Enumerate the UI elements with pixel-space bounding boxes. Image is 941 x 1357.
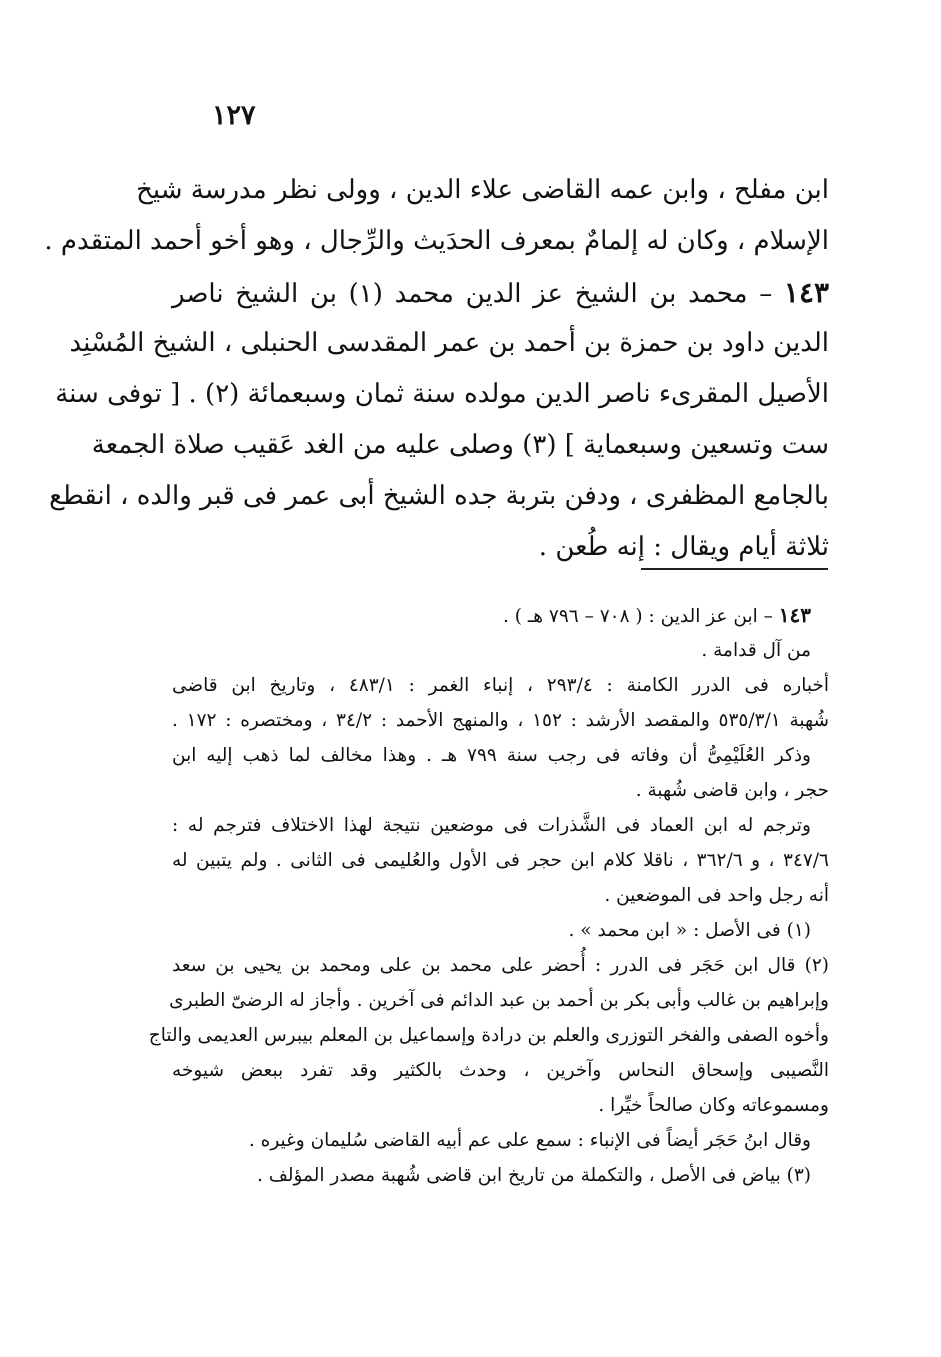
page-number: ١٢٧: [212, 100, 256, 131]
entry-line: الدين داود بن حمزة بن أحمد بن عمر المقدسى الحنبلى ، الشيخ المُسْنِد: [69, 328, 829, 358]
footnotes: [148, 598, 830, 1193]
footnote-line: أنه رجل واحد فى الموضعين .: [604, 885, 829, 906]
footnote-entry-heading: [172, 598, 829, 633]
footnote-line: وأخوه الصفى والفخر التوزرى والعلم بن درادة وإسماعيل بن المعلم بيبرس العديمى والتاج: [148, 1025, 829, 1046]
entry-heading-line: [172, 267, 829, 318]
entry-number: ١٤٣: [783, 276, 830, 309]
footnote-line: (٣) بياض فى الأصل ، والتكملة من تاريخ ابن قاضى شُهبة مصدر المؤلف .: [256, 1165, 811, 1186]
footnote-line: ومسموعاته وكان صالحاً خيِّرا .: [598, 1095, 829, 1116]
entry-line: ثلاثة أيام ويقال : إنه طُعن .: [538, 532, 829, 562]
footnote-line: شُهبة ٥٣٥/٣/١ والمقصد الأرشد : ١٥٢ ، والمنهج الأحمد : ٣٤/٢ ، ومختصره : ١٧٢ .: [172, 710, 829, 731]
footnote-line: (٢) قال ابن حَجَر فى الدرر : أُحضر على محمد بن على ومحمد بن يحيى بن سعد: [172, 955, 829, 976]
footnote-entry-number: ١٤٣: [778, 603, 811, 627]
entry-first-line: محمد بن الشيخ عز الدين محمد (١) بن الشيخ ناصر: [172, 279, 748, 309]
entry-line: ست وتسعين وسبعماية ] (٣) وصلى عليه من الغد عَقيب صلاة الجمعة: [91, 430, 829, 460]
main-line: ابن مفلح ، وابن عمه القاضى علاء الدين ، وولى نظر مدرسة شيخ: [136, 175, 829, 205]
footnote-line: النَّصيبى وإسحاق النحاس وآخرين ، وحدث بالكثير وقد تفرد ببعض شيوخه: [172, 1060, 829, 1081]
footnote-line: وترجم له ابن العماد فى الشَّذرات فى موضعين نتيجة لهذا الاختلاف فترجم له :: [172, 815, 811, 836]
footnote-line: ٣٤٧/٦ ، و ٣٦٢/٦ ، ناقلا كلام ابن حجر فى الأول والعُليمى فى الثانى . ولم يتبين له: [172, 850, 829, 871]
main-line: الإسلام ، وكان له إلمامٌ بمعرف الحدَيث والرِّجال ، وهو أخو أحمد المتقدم .: [44, 226, 829, 256]
entry-dash: –: [759, 279, 773, 309]
footnote-separator: [641, 568, 828, 570]
footnote-line: وإبراهيم بن غالب وأبى بكر بن أحمد بن عبد الدائم فى آخرين . وأجاز له الرضىّ الطبرى: [169, 990, 829, 1011]
footnote-line: حجر ، وابن قاضى شُهبة .: [635, 780, 829, 801]
footnote-entry-first: – ابن عز الدين : ( ٧٠٨ – ٧٩٦ هـ ) .: [502, 606, 773, 627]
entry-line: الأصيل المقرىء ناصر الدين مولده سنة ثمان وسبعمائة (٢) . [ توفى سنة: [55, 379, 829, 409]
footnote-line: وذكر العُلَيْمِىُّ أن وفاته فى رجب سنة ٧٩٩ هـ . وهذا مخالف لما ذهب إليه ابن: [172, 745, 811, 766]
entry-line: بالجامع المظفرى ، ودفن بتربة جده الشيخ أبى عمر فى قبر والده ، انقطع: [49, 481, 829, 511]
footnote-line: (١) فى الأصل : « ابن محمد » .: [568, 920, 811, 941]
main-text: [44, 165, 830, 573]
footnote-line: وقال ابنُ حَجَر أيضاً فى الإنباء : سمع على عم أبيه القاضى سُليمان وغيره .: [248, 1130, 811, 1151]
footnote-line: من آل قدامة .: [701, 640, 811, 661]
footnote-line: أخباره فى الدرر الكامنة : ٢٩٣/٤ ، إنباء الغمر : ٤٨٣/١ ، وتاريخ ابن قاضى: [172, 675, 830, 696]
